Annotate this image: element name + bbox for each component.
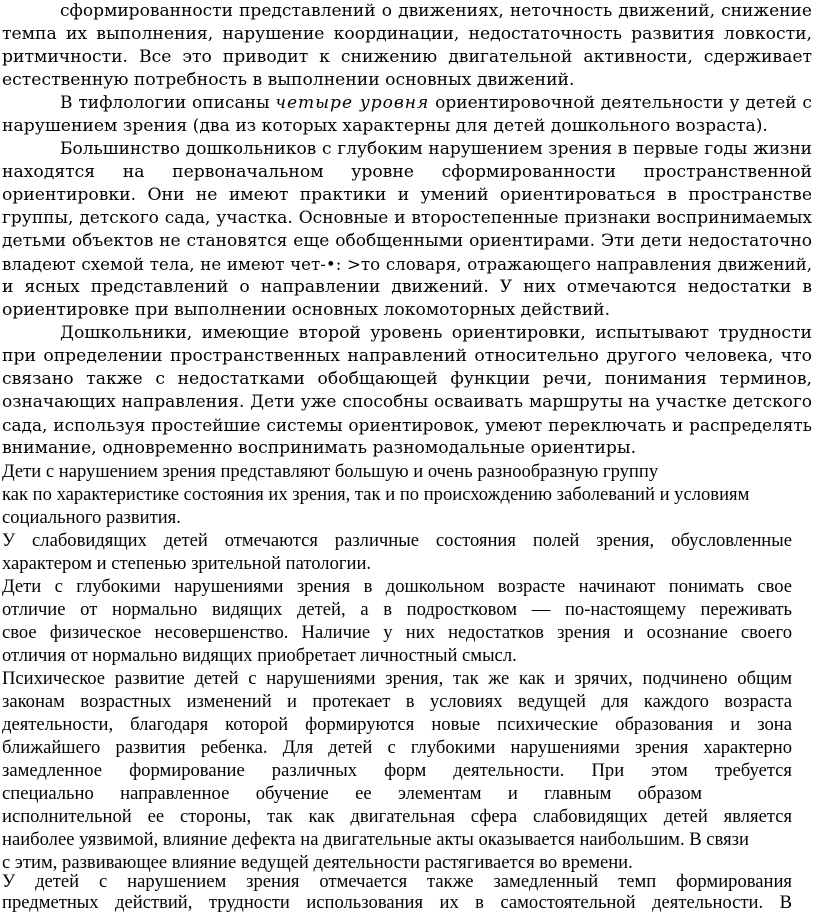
text-line: Дети с нарушением зрения представляют большую и очень разнообразную группу bbox=[2, 461, 659, 482]
text-line: с этим, развивающее влияние ведущей деятельности растягивается во времени. bbox=[2, 852, 633, 873]
text-line: характером и степенью зрительной патологии. bbox=[2, 553, 372, 574]
text-line: отличия от нормально видящих приобретает личностный смысл. bbox=[2, 645, 517, 666]
text-line: и ясных представлений о направлении движений. У них отмечаются недостатки в bbox=[2, 277, 812, 297]
text-line: свое физическое несовершенство. Наличие у них недостатков зрения и осознание своего bbox=[2, 622, 792, 643]
text-line: внимание, одновременно воспринимать разномодальные ориентиры. bbox=[2, 438, 637, 458]
text-line: владеют схемой тела, не имеют чет-•: >то словаря, отражающего направления движений, bbox=[2, 255, 812, 274]
text-line: Дошкольники, имеющие второй уровень ориентировки, испытывают трудности bbox=[60, 323, 812, 343]
text-line: Дети с глубокими нарушениями зрения в дошкольном возрасте начинают понимать свое bbox=[2, 576, 792, 597]
text-line: связано также с недостатками обобщающей функции речи, понимания терминов, bbox=[2, 369, 812, 389]
text-line: специально направленное обучение ее элементам и главным образом bbox=[2, 783, 702, 804]
text-line bbox=[60, 92, 812, 115]
text-line: темпа их выполнения, нарушение координации, недостаточность развития ловкости, bbox=[2, 24, 812, 44]
emphasis-text: четыре уровня bbox=[275, 93, 430, 113]
text-line: нарушением зрения (два из которых характерны для детей дошкольного возраста). bbox=[2, 116, 768, 136]
text-line: группы, детского сада, участка. Основные и второстепенные признаки воспринимаемых bbox=[2, 208, 812, 228]
text-line: отличие от нормально видящих детей, а в подростковом — по-настоящему переживать bbox=[2, 599, 792, 620]
text-line: сформированности представлений о движениях, неточность движений, снижение bbox=[60, 1, 812, 21]
text-line: замедленное формирование различных форм деятельности. При этом требуется bbox=[2, 760, 792, 781]
text-line: ритмичности. Все это приводит к снижению двигательной активности, сдерживает bbox=[2, 47, 812, 67]
text-line: У детей с нарушением зрения отмечается также замедленный темп формирования bbox=[2, 871, 792, 892]
text-line: социального развития. bbox=[2, 507, 181, 528]
text-line: сада, используя простейшие системы ориентировок, умеют переключать и распределять bbox=[2, 415, 812, 435]
text-line: законам возрастных изменений и протекает в условиях ведущей для каждого возраста bbox=[2, 691, 792, 712]
text-line: означающих направления. Дети уже способны осваивать маршруты на участке детского bbox=[2, 392, 812, 412]
text-line: при определении пространственных направлений относительно другого человека, что bbox=[2, 346, 812, 366]
text-line: Психическое развитие детей с нарушениями зрения, так же как и зрячих, подчинено общим bbox=[2, 668, 792, 689]
text-line: исполнительной ее стороны, так как двигательная сфера слабовидящих детей является bbox=[2, 806, 792, 827]
text-run: В тифлологии описаны bbox=[60, 93, 276, 113]
text-run: ориентировочной деятельности у детей с bbox=[429, 93, 812, 113]
text-line: детьми объектов не становятся еще обобщенными ориентирами. Эти дети недостаточно bbox=[2, 231, 812, 251]
text-line: деятельности, благодаря которой формируются новые психические образования и зона bbox=[2, 714, 792, 735]
text-line: ближайшего развития ребенка. Для детей с глубокими нарушениями зрения характерно bbox=[2, 737, 792, 758]
text-line: наиболее уязвимой, влияние дефекта на двигательные акты оказывается наибольшим. В связи bbox=[2, 829, 749, 850]
text-line: ориентировки. Они не имеют практики и умений ориентироваться в пространстве bbox=[2, 185, 812, 205]
text-line: У слабовидящих детей отмечаются различные состояния полей зрения, обусловленные bbox=[2, 530, 792, 551]
text-line: естественную потребность в выполнении основных движений. bbox=[2, 70, 575, 90]
text-line: Большинство дошкольников с глубоким нарушением зрения в первые годы жизни bbox=[60, 139, 812, 159]
text-line: находятся на первоначальном уровне сформированности пространственной bbox=[2, 162, 812, 182]
text-line: ориентировке при выполнении основных локомоторных действий. bbox=[2, 300, 611, 320]
text-line: как по характеристике состояния их зрения, так и по происхождению заболеваний и условиям bbox=[2, 484, 750, 505]
text-line: предметных действий, трудности использования их в самостоятельной деятельности. В bbox=[2, 892, 792, 913]
